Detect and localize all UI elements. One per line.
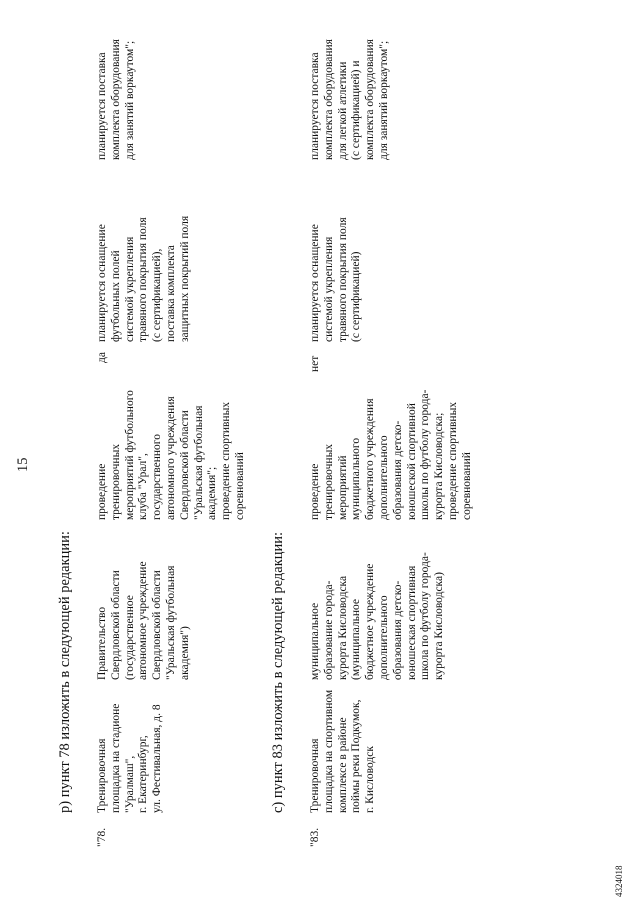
row-78-workout: планируется поставка комплекта оборудования для занятий воркаутом"; (96, 39, 136, 160)
row-83-purpose: проведение тренировочных мероприятий муниципального бюджетного учреждения дополнительного образования детско- юношеской спортивной школы по футболу города- курорта Кисловодска; проведение спортивных соревнований (309, 389, 473, 520)
row-78-purpose: проведение тренировочных мероприятий футбольного клуба "Урал", государственного автономного учреждения Свердловской области "Уральская футбольная академия"; проведение спортивных соревнований (96, 390, 246, 520)
row-83-equipment: планируется оснащение системой укрепления травяного покрытия поля (с сертификацией) (309, 217, 363, 342)
row-83-workout: планируется поставка комплекта оборудования для легкой атлетики (с сертификацией) и комплекта оборудования для занятий воркаутом"; (309, 39, 390, 160)
section-s-heading: с) пункт 83 изложить в следующей редакции: (270, 531, 286, 813)
row-83-flag: нет (309, 355, 321, 372)
row-78-facility: Тренировочная площадка на стадионе "Уралмаш", г. Екатеринбург, ул. Фестивальная, д. 8 (96, 703, 164, 813)
page-number: 15 (15, 457, 31, 472)
row-83-owner: муниципальное образование города- курорта Кисловодска (муниципальное бюджетное учреждение дополнительного образования детско- юношеская спортивная школа по футболу города- курорта Кисловодска) (309, 552, 446, 680)
document-code: 4324018 (614, 865, 624, 897)
row-78-equipment: планируется оснащение футбольных полей системой укрепления травяного покрытия поля (с сертификацией), поставка комплекта защитных покрытий поля (96, 215, 191, 342)
row-78-number: "78. (96, 827, 108, 847)
section-r-heading: р) пункт 78 изложить в следующей редакции: (57, 531, 73, 813)
row-78-owner: Правительство Свердловской области (государственное автономное учреждение Свердловской области "Уральская футбольная академия") (96, 561, 191, 680)
row-78-flag: да (96, 352, 108, 363)
row-83-facility: Тренировочная площадка на спортивном комплексе в районе поймы реки Подкумок, г. Кисловодск (309, 689, 377, 813)
row-83-number: "83. (309, 827, 321, 847)
